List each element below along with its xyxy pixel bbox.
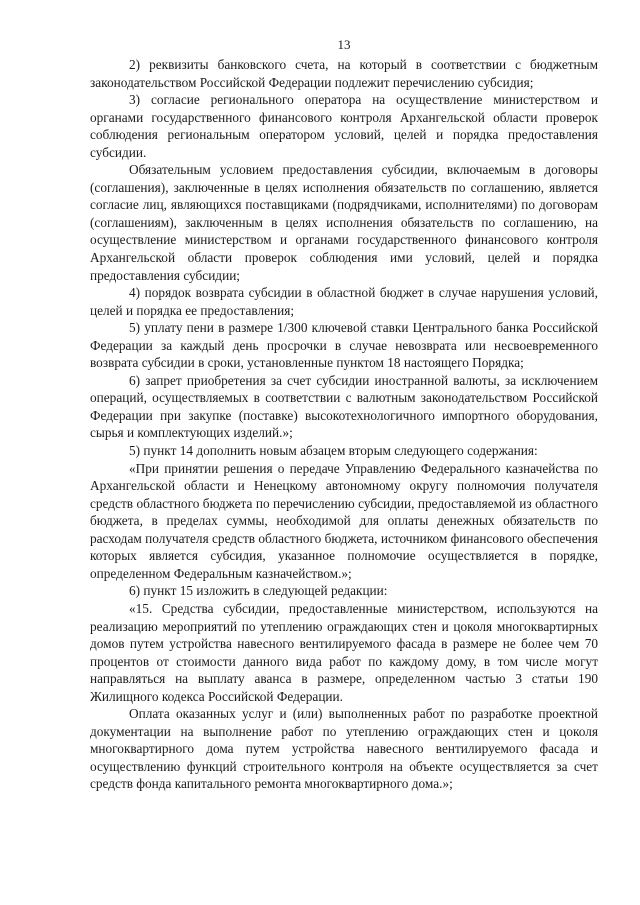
paragraph-treasury-powers: «При принятии решения о передаче Управлению Федерального казначейства по Архангельской области и Ненецкому автономному округу полномочия получателя средств областного бюджета по перечислению субсидии, предоставляемой из областного бюджета, в пределах суммы, необходимой для оплаты денежных обязательств по расходам получателя средств областного бюджета, источником финансового обеспечения которых является субсидия, указанное полномочие осуществляется в порядке, определенном Федеральным казначейством.»; <box>90 460 598 581</box>
paragraph-item-5-penalty: 5) уплату пени в размере 1/300 ключевой ставки Центрального банка Российской Федерации за каждый день просрочки в случае невозврата или несвоевременного возврата субсидии в сроки, установленные пунктом 18 настоящего Порядка; <box>90 320 598 371</box>
paragraph-item-4-refund-procedure: 4) порядок возврата субсидии в областной бюджет в случае нарушения условий, целей и порядка ее предоставления; <box>90 285 598 318</box>
document-body <box>90 56 598 793</box>
paragraph-mandatory-condition: Обязательным условием предоставления субсидии, включаемым в договоры (соглашения), заключенные в целях исполнения обязательств по соглашению, является согласие лиц, являющихся поставщиками (подрядчиками, исполнителями) по договорам (соглашениям), заключенным в целях исполнения обязательств по соглашению, на осуществление министерством и органами государственного финансового контроля Архангельской области проверок соблюдения ими условий, целей и порядка предоставления субсидии; <box>90 162 598 283</box>
paragraph-amendment-5: 5) пункт 14 дополнить новым абзацем вторым следующего содержания: <box>129 443 538 459</box>
paragraph-item-6-currency-ban: 6) запрет приобретения за счет субсидии иностранной валюты, за исключением операций, осуществляемых в соответствии с валютным законодательством Российской Федерации при закупке (поставке) высокотехнологичного импортного оборудования, сырья и комплектующих изделий.»; <box>90 372 598 441</box>
page-number: 13 <box>337 37 351 52</box>
paragraph-item-2-bank-details: 2) реквизиты банковского счета, на который в соответствии с бюджетным законодательством Российской Федерации подлежит перечислению субсидия; <box>90 57 598 90</box>
paragraph-clause-15: «15. Средства субсидии, предоставленные министерством, используются на реализацию мероприятий по утеплению ограждающих стен и цоколя многоквартирных домов путем устройства навесного вентилируемого фасада в размере не более чем 70 процентов от стоимости данного вида работ по каждому дому, в том числе могут направляться на выплату аванса в размере, определенном частью 3 статьи 190 Жилищного кодекса Российской Федерации. <box>90 600 598 704</box>
paragraph-item-3-operator-consent: 3) согласие регионального оператора на осуществление министерством и органами государственного финансового контроля Архангельской области проверок соблюдения региональным оператором условий, целей и порядка предоставления субсидии. <box>90 92 598 160</box>
paragraph-amendment-6: 6) пункт 15 изложить в следующей редакции: <box>129 583 388 599</box>
paragraph-payment-services: Оплата оказанных услуг и (или) выполненных работ по разработке проектной документации на выполнение работ по утеплению ограждающих стен и цоколя многоквартирного дома путем устройства навесного вентилируемого фасада и осуществлению функций строительного контроля на объекте осуществляется за счет средств фонда капитального ремонта многоквартирного дома.»; <box>90 706 598 792</box>
